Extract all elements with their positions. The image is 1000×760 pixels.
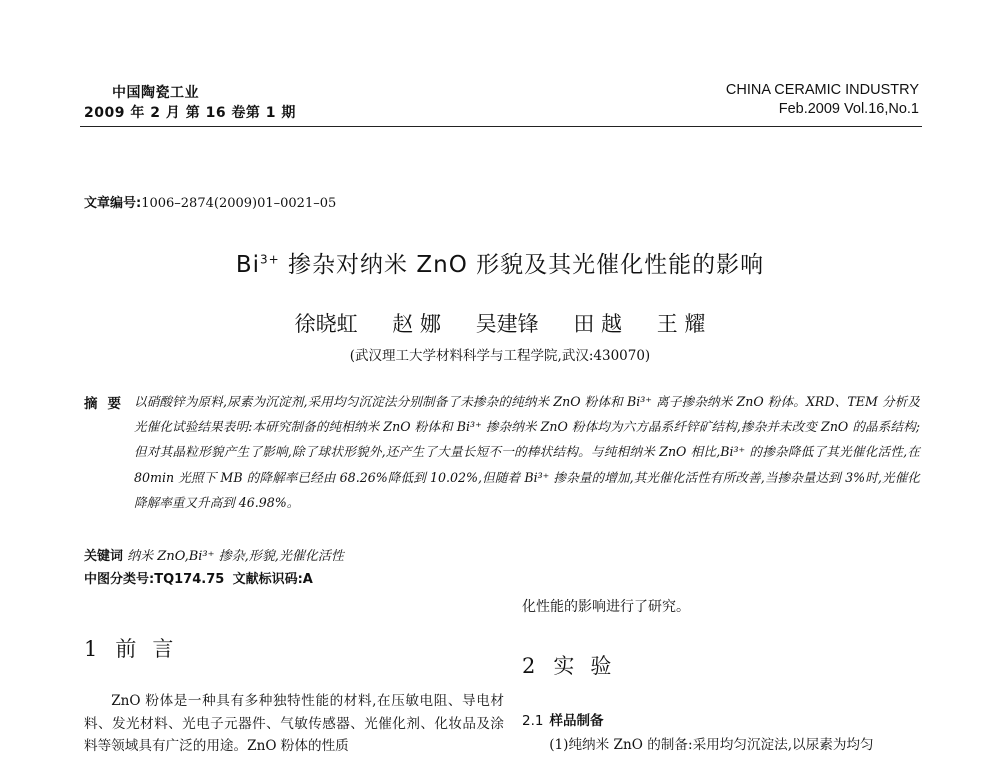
doc-code-value: A xyxy=(302,572,313,587)
subsection-2-1-heading xyxy=(522,709,603,729)
author: 赵 娜 xyxy=(392,312,441,336)
article-number-value: 1006–2874(2009)01–0021–05 xyxy=(141,196,337,211)
classification xyxy=(84,568,313,587)
header-rule xyxy=(80,126,922,127)
article-number xyxy=(84,192,336,211)
issue-info-cn: 2009 年 2 月 第 16 卷第 1 期 xyxy=(84,105,296,121)
section-1-body xyxy=(84,690,504,758)
abstract-text: 以硝酸锌为原料,尿素为沉淀剂,采用均匀沉淀法分别制备了未掺杂的纯纳米 ZnO 粉体和 Bi³⁺ 离子掺杂纳米 ZnO 粉体。XRD、TEM 分析及光催化试验结果表明:本研究制备的纯相纳米 ZnO 粉体和 Bi³⁺ 掺杂纳米 ZnO 粉体均为六方晶系纤锌矿结构,掺杂并未改变 ZnO 的晶系结构;但对其晶粒形貌产生了影响,除了球状形貌外,还产生了大量长短不一的棒状结构。与纯相纳米 ZnO 相比,Bi³⁺ 的掺杂降低了其光催化活性,在 80min 光照下 MB 的降解率已经由 68.26%降低到 10.02%,但随着 Bi³⁺ 掺杂量的增加,其光催化活性有所改善,当掺杂量达到 3%时,光催化降解率重又升高到 46.98%。 xyxy=(134,394,920,510)
subsection-number: 2.1 xyxy=(522,713,544,729)
author: 吴建锋 xyxy=(475,312,539,336)
right-column-continued-text: 化性能的影响进行了研究。 xyxy=(522,599,690,615)
author-list xyxy=(0,308,1000,338)
paragraph: ZnO 粉体是一种具有多种独特性能的材料,在压敏电阻、导电材料、发光材料、光电子元器件、气敏传感器、光催化剂、化妆品及涂料等领域具有广泛的用途。ZnO 粉体的性质 xyxy=(84,693,504,754)
doc-code-label: 文献标识码: xyxy=(232,572,303,587)
title-prefix: Bi xyxy=(235,252,261,278)
subsection-title: 样品制备 xyxy=(549,713,604,729)
author: 王 耀 xyxy=(656,312,706,336)
section-1-heading xyxy=(84,633,189,663)
issue-info-en: Feb.2009 Vol.16,No.1 xyxy=(778,101,919,117)
paper-title xyxy=(0,246,1000,279)
section-title: 前言 xyxy=(115,637,190,661)
title-superscript: 3+ xyxy=(260,252,280,267)
subsection-2-1-body: (1)纯纳米 ZnO 的制备:采用均匀沉淀法,以尿素为均匀 xyxy=(549,737,874,753)
author: 徐晓虹 xyxy=(294,312,358,336)
section-number: 2 xyxy=(522,654,536,678)
keywords-label: 关键词 xyxy=(84,549,124,564)
journal-name-cn: 中国陶瓷工业 xyxy=(112,85,199,101)
abstract-label: 摘要 xyxy=(84,396,131,412)
article-number-label: 文章编号: xyxy=(84,196,142,211)
author: 田 越 xyxy=(573,312,623,336)
clc-label: 中图分类号: xyxy=(84,572,155,587)
title-rest: 掺杂对纳米 ZnO 形貌及其光催化性能的影响 xyxy=(279,252,765,278)
section-number: 1 xyxy=(84,637,98,661)
affiliation: (武汉理工大学材料科学与工程学院,武汉:430070) xyxy=(349,348,651,364)
section-2-heading xyxy=(522,650,627,680)
clc-value: TQ174.75 xyxy=(154,572,225,587)
journal-name-en: CHINA CERAMIC INDUSTRY xyxy=(725,82,919,98)
keywords xyxy=(84,545,344,564)
section-title: 实验 xyxy=(553,654,628,678)
keywords-text: 纳米 ZnO,Bi³⁺ 掺杂,形貌,光催化活性 xyxy=(127,549,344,564)
